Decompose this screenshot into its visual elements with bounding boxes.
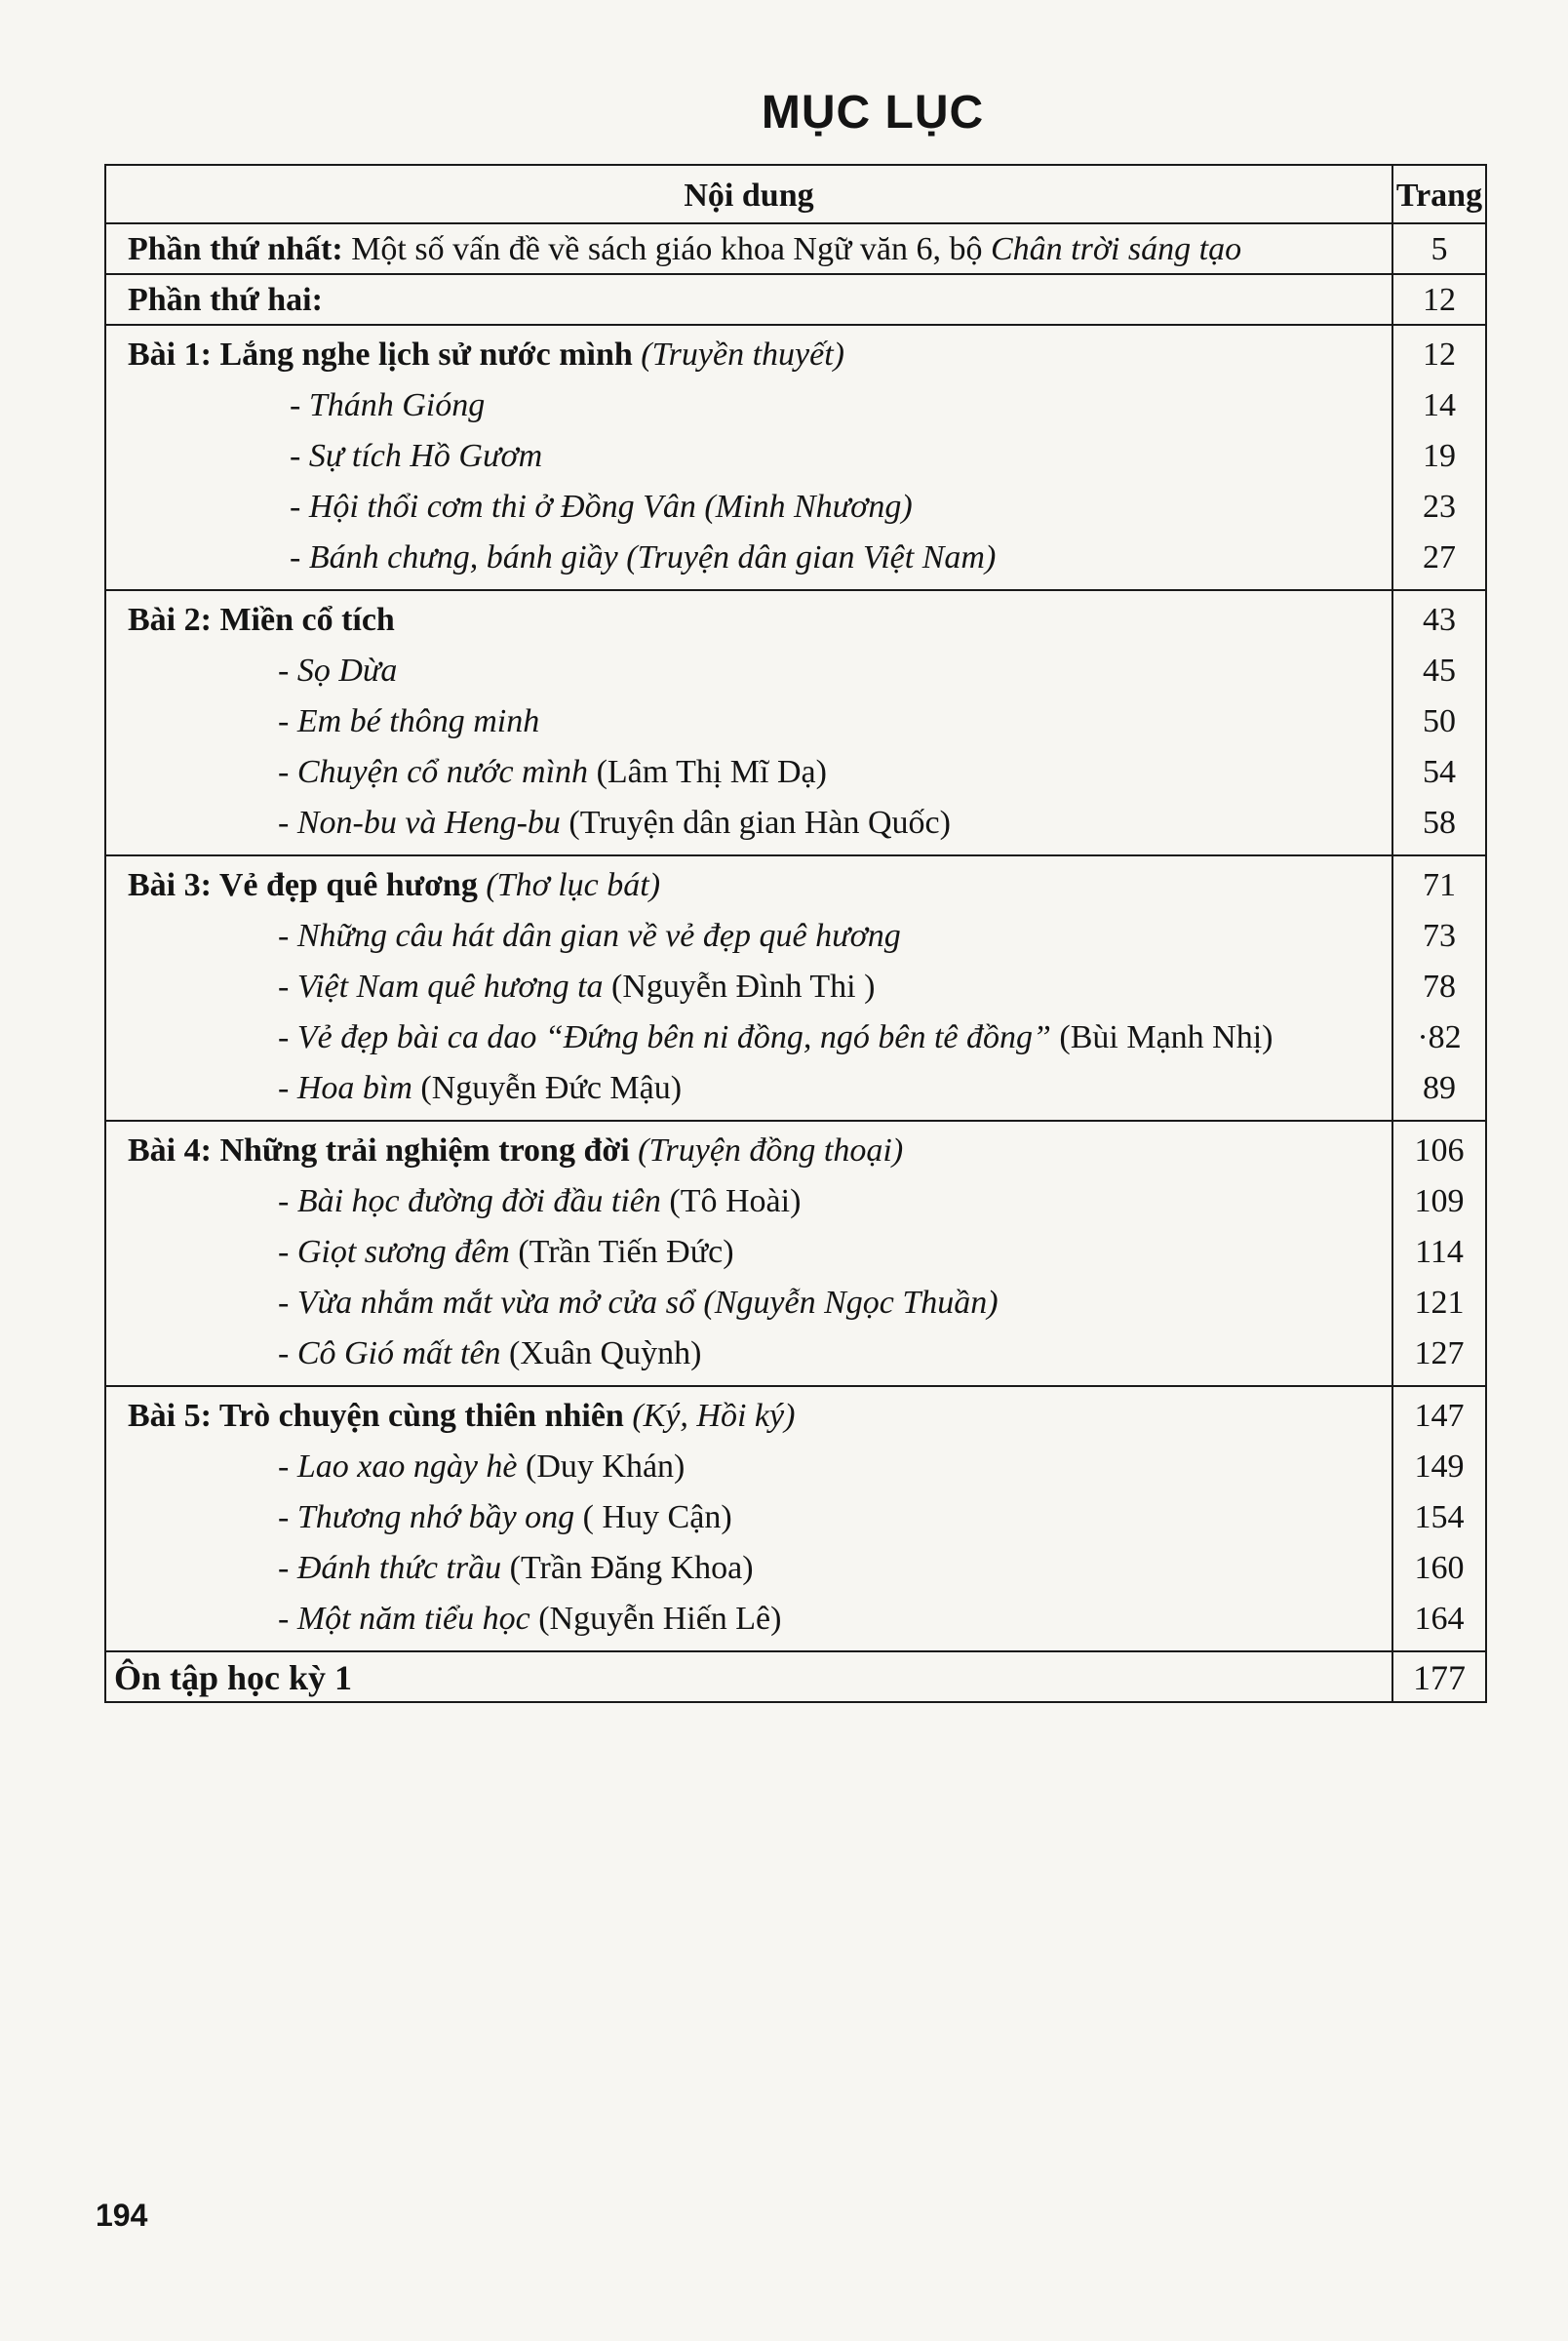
- item-page: 149: [1414, 1448, 1465, 1485]
- list-item: - Một năm tiểu học (Nguyễn Hiến Lê): [278, 1601, 782, 1637]
- list-item: - Vừa nhắm mắt vừa mở cửa sổ (Nguyễn Ngọc Thuần): [278, 1285, 999, 1321]
- part2-page: 12: [1423, 282, 1456, 318]
- list-item: - Thương nhớ bầy ong ( Huy Cận): [278, 1499, 732, 1535]
- item-page: 73: [1423, 918, 1456, 954]
- item-page: 23: [1423, 489, 1456, 525]
- list-item: - Đánh thức trầu (Trần Đăng Khoa): [278, 1550, 754, 1586]
- page-title: MỤC LỤC: [761, 87, 985, 139]
- item-page: 58: [1423, 805, 1456, 841]
- list-item: - Bánh chưng, bánh giầy (Truyện dân gian Việt Nam): [290, 539, 997, 575]
- list-item: - Vẻ đẹp bài ca dao “Đứng bên ni đồng, ngó bên tê đồng” (Bùi Mạnh Nhị): [278, 1019, 1274, 1055]
- part1-page: 5: [1431, 231, 1448, 267]
- item-page: 109: [1414, 1183, 1465, 1219]
- list-item: - Sự tích Hồ Gươm: [290, 438, 543, 474]
- toc-row-lesson1: [105, 325, 1486, 590]
- list-item: - Lao xao ngày hè (Duy Khán): [278, 1448, 686, 1485]
- list-item: - Việt Nam quê hương ta (Nguyễn Đình Thi ): [278, 969, 876, 1005]
- item-page: 160: [1414, 1550, 1465, 1586]
- item-page: 50: [1423, 703, 1456, 739]
- toc-row-lesson2: [105, 590, 1486, 855]
- review-page: 177: [1413, 1658, 1466, 1697]
- lesson1-genre: (Truyền thuyết): [641, 337, 844, 373]
- lesson2-page: 43: [1423, 602, 1456, 638]
- item-page: ·82: [1417, 1019, 1462, 1055]
- list-item: - Hội thổi cơm thi ở Đồng Vân (Minh Nhương): [290, 489, 913, 525]
- toc-row-lesson3: [105, 855, 1486, 1121]
- list-item: - Bài học đường đời đầu tiên (Tô Hoài): [278, 1183, 802, 1219]
- part1-label: Phần thứ nhất:: [128, 231, 343, 267]
- lesson3-genre: (Thơ lục bát): [486, 867, 661, 903]
- lesson2-title: Bài 2: Miền cổ tích: [128, 602, 395, 638]
- toc-row-part2: [105, 274, 1486, 325]
- lesson5-genre: (Ký, Hồi ký): [632, 1398, 796, 1434]
- toc-row-lesson5: [105, 1386, 1486, 1651]
- list-item: - Cô Gió mất tên (Xuân Quỳnh): [278, 1335, 702, 1371]
- lesson4-genre: (Truyện đồng thoại): [638, 1132, 904, 1169]
- list-item: - Thánh Gióng: [290, 387, 486, 423]
- item-page: 14: [1423, 387, 1456, 423]
- list-item: - Sọ Dừa: [278, 653, 398, 689]
- part1-text: Một số vấn đề về sách giáo khoa Ngữ văn 6, bộ: [351, 231, 983, 267]
- table-of-contents: [104, 164, 1487, 1703]
- list-item: - Non-bu và Heng-bu (Truyện dân gian Hàn Quốc): [278, 805, 951, 841]
- part1-italic: Chân trời sáng tạo: [990, 231, 1242, 267]
- toc-row-part1: [105, 223, 1486, 274]
- toc-row-review: [105, 1651, 1486, 1702]
- item-page: 19: [1423, 438, 1456, 474]
- table-header-row: [105, 165, 1486, 223]
- item-page: 114: [1415, 1234, 1464, 1270]
- item-page: 164: [1414, 1601, 1465, 1637]
- list-item: - Giọt sương đêm (Trần Tiến Đức): [278, 1234, 734, 1270]
- lesson1-title: Bài 1: Lắng nghe lịch sử nước mình: [128, 337, 633, 373]
- list-item: - Chuyện cổ nước mình (Lâm Thị Mĩ Dạ): [278, 754, 827, 790]
- list-item: - Những câu hát dân gian về vẻ đẹp quê hương: [278, 918, 901, 954]
- page-number: 194: [96, 2198, 148, 2233]
- item-page: 154: [1414, 1499, 1465, 1535]
- content-column-header: Nội dung: [105, 165, 1392, 223]
- item-page: 121: [1414, 1285, 1465, 1321]
- lesson1-page: 12: [1423, 337, 1456, 373]
- lesson5-title: Bài 5: Trò chuyện cùng thiên nhiên: [128, 1398, 624, 1434]
- item-page: 45: [1423, 653, 1456, 689]
- lesson3-title: Bài 3: Vẻ đẹp quê hương: [128, 867, 478, 903]
- item-page: 27: [1423, 539, 1456, 575]
- lesson3-page: 71: [1423, 867, 1456, 903]
- review-title: Ôn tập học kỳ 1: [114, 1658, 353, 1697]
- lesson5-page: 147: [1414, 1398, 1465, 1434]
- part2-label: Phần thứ hai:: [128, 282, 323, 318]
- item-page: 54: [1423, 754, 1456, 790]
- list-item: - Em bé thông minh: [278, 703, 540, 739]
- lesson4-title: Bài 4: Những trải nghiệm trong đời: [128, 1132, 630, 1169]
- lesson4-page: 106: [1414, 1132, 1465, 1169]
- toc-row-lesson4: [105, 1121, 1486, 1386]
- item-page: 78: [1423, 969, 1456, 1005]
- page-column-header: Trang: [1392, 165, 1486, 223]
- list-item: - Hoa bìm (Nguyễn Đức Mậu): [278, 1070, 683, 1106]
- item-page: 89: [1423, 1070, 1456, 1106]
- item-page: 127: [1414, 1335, 1465, 1371]
